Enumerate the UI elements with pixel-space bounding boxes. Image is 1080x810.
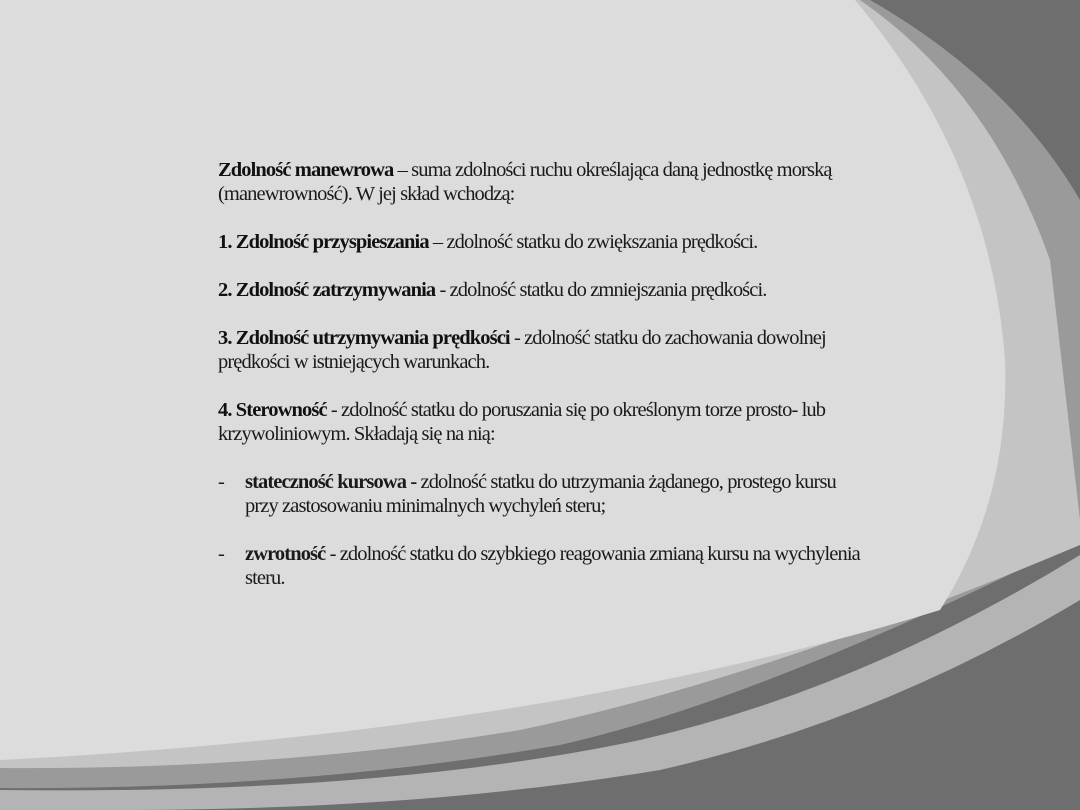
bullet-body xyxy=(245,542,868,590)
bullet-term: zwrotność xyxy=(245,543,326,565)
list-item xyxy=(218,230,868,254)
list-item-term: 2. Zdolność zatrzymywania xyxy=(218,279,436,301)
bullet-text: - zdolność statku do szybkiego reagowania zmianą kursu na wychylenia steru. xyxy=(245,543,860,589)
bullet-text: zdolność statku do utrzymania żądanego, prostego kursu przy zastosowaniu minimalnych wychyleń steru; xyxy=(245,471,836,517)
bullet-marker: - xyxy=(218,471,224,493)
list-item xyxy=(218,278,868,302)
list-item xyxy=(218,398,868,446)
intro-term: Zdolność manewrowa xyxy=(218,159,394,181)
list-item-term: 3. Zdolność utrzymywania prędkości xyxy=(218,327,510,349)
bullet-marker: - xyxy=(218,543,224,565)
intro-text: – suma zdolności ruchu określająca daną jednostkę morską (manewrowność). W jej skład wchodzą: xyxy=(218,159,832,205)
list-item-text: - zdolność statku do poruszania się po określonym torze prosto- lub krzywoliniowym. Składają się na nią: xyxy=(218,399,826,445)
bullet-term: stateczność kursowa - xyxy=(245,471,417,493)
list-item-term: 1. Zdolność przyspieszania xyxy=(218,231,429,253)
intro-paragraph xyxy=(218,158,868,206)
slide-content xyxy=(218,158,868,614)
bullet-item xyxy=(218,542,868,590)
list-item xyxy=(218,326,868,374)
list-item-text: - zdolność statku do zmniejszania prędkości. xyxy=(435,279,767,301)
bullet-body xyxy=(245,470,868,518)
list-item-text: – zdolność statku do zwiększania prędkości. xyxy=(428,231,758,253)
list-item-term: 4. Sterowność xyxy=(218,399,327,421)
bullet-item xyxy=(218,470,868,518)
list-item-text: - zdolność statku do zachowania dowolnej prędkości w istniejących warunkach. xyxy=(218,327,826,373)
